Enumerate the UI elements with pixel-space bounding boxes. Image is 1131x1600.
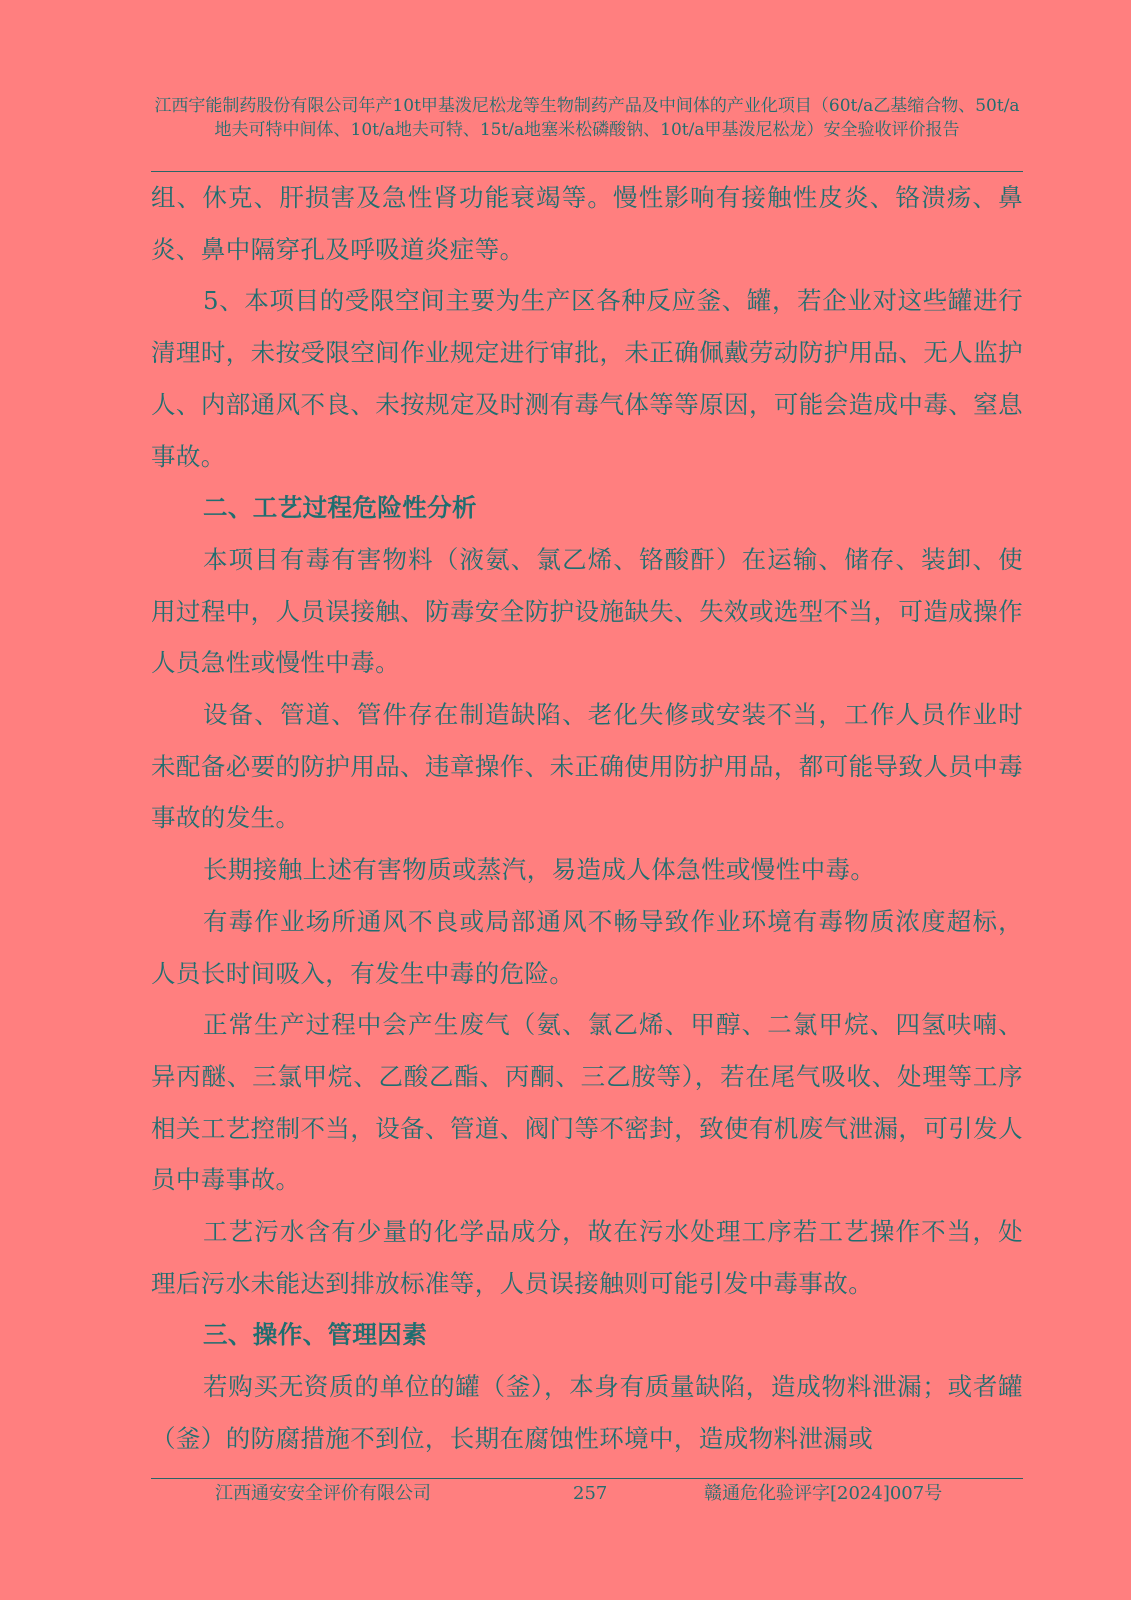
paragraph: 若购买无资质的单位的罐（釜），本身有质量缺陷，造成物料泄漏；或者罐（釜）的防腐措施不到位，长期在腐蚀性环境中，造成物料泄漏或 (151, 1372, 1023, 1453)
paragraph: 有毒作业场所通风不良或局部通风不畅导致作业环境有毒物质浓度超标，人员长时间吸入，有发生中毒的危险。 (151, 906, 1023, 988)
paragraph: 设备、管道、管件存在制造缺陷、老化失修或安装不当，工作人员作业时未配备必要的防护用品、违章操作、未正确使用防护用品，都可能导致人员中毒事故的发生。 (151, 700, 1023, 833)
paragraph: 本项目有毒有害物料（液氨、氯乙烯、铬酸酐）在运输、储存、装卸、使用过程中，人员误接触、防毒安全防护设施缺失、失效或选型不当，可造成操作人员急性或慢性中毒。 (151, 544, 1023, 678)
body-text (151, 172, 1023, 1465)
footer-company: 江西通安安全评价有限公司 (215, 1483, 431, 1504)
paragraph: 5、本项目的受限空间主要为生产区各种反应釜、罐，若企业对这些罐进行清理时，未按受限空间作业规定进行审批，未正确佩戴劳动防护用品、无人监护人、内部通风不良、未按规定及时测有毒气体等等原因，可能会造成中毒、窒息事故。 (151, 286, 1023, 471)
paragraph: 长期接触上述有害物质或蒸汽，易造成人体急性或慢性中毒。 (203, 855, 876, 885)
running-header: 江西宇能制药股份有限公司年产10t甲基泼尼松龙等生物制药产品及中间体的产业化项目（60t/a乙基缩合物、50t/a地夫可特中间体、10t/a地夫可特、15t/a地塞米松磷酸钠、10t/a甲基泼尼松龙）安全验收评价报告 (154, 96, 1020, 140)
section-heading: 二、工艺过程危险性分析 (203, 493, 477, 523)
section-heading: 三、操作、管理因素 (203, 1320, 428, 1350)
paragraph: 组、休克、肝损害及急性肾功能衰竭等。慢性影响有接触性皮炎、铬溃疡、鼻炎、鼻中隔穿孔及呼吸道炎症等。 (151, 183, 1023, 264)
document-number: 赣通危化验评字[2024]007号 (704, 1483, 943, 1504)
paragraph: 正常生产过程中会产生废气（氨、氯乙烯、甲醇、二氯甲烷、四氢呋喃、异丙醚、三氯甲烷、乙酸乙酯、丙酮、三乙胺等），若在尾气吸收、处理等工序相关工艺控制不当，设备、管道、阀门等不密封，致使有机废气泄漏，可引发人员中毒事故。 (151, 1010, 1023, 1195)
footer-divider (151, 1478, 1023, 1479)
page-number: 257 (573, 1483, 608, 1504)
paragraph: 工艺污水含有少量的化学品成分，故在污水处理工序若工艺操作不当，处理后污水未能达到排放标准等，人员误接触则可能引发中毒事故。 (151, 1217, 1023, 1298)
